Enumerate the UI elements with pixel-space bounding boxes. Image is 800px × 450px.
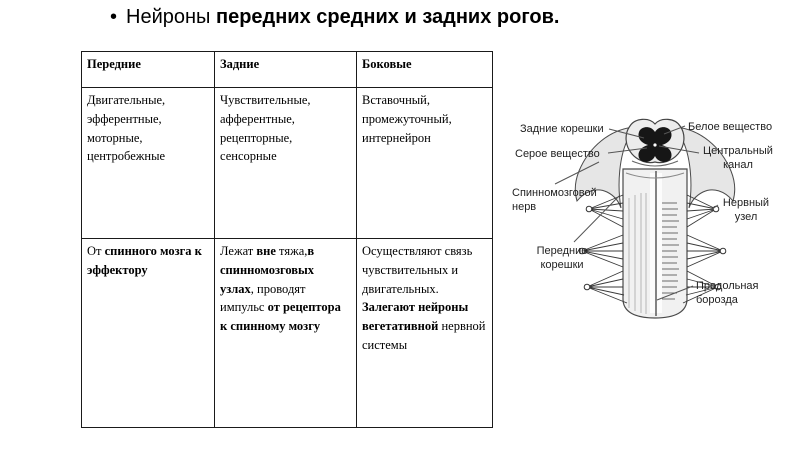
label-dorsal-roots: Задние корешки	[520, 123, 604, 135]
neurons-table	[81, 51, 493, 428]
label-gray-matter: Серое вещество	[515, 148, 600, 160]
label-longitudinal-groove: Продольная борозда	[696, 280, 759, 307]
cross-section	[626, 119, 684, 162]
header-front: Передние	[82, 52, 215, 88]
cell-front-types: Двигательные, эфферентные, моторные, центробежные	[82, 88, 215, 239]
label-spinal-nerve: Спинномозговой нерв	[512, 187, 597, 214]
table-row-types	[82, 88, 493, 239]
title-lead: Нейроны	[126, 6, 216, 28]
page-title	[110, 5, 559, 29]
cord-body	[623, 161, 687, 318]
cell-lateral-detail: Осуществляют связь чувствительных и двигательных. Залегают нейроны вегетативной нервной системы	[357, 239, 493, 428]
header-lateral: Боковые	[357, 52, 493, 88]
label-central-canal: Центральный канал	[703, 145, 773, 172]
central-canal-dot	[653, 143, 656, 146]
label-white-matter: Белое вещество	[688, 121, 773, 133]
cell-front-detail: От спинного мозга к эффектору	[82, 239, 215, 428]
cell-back-types: Чувствительные, афферентные, рецепторные, сенсорные	[215, 88, 357, 239]
cell-back-detail: Лежат вне тяжа,в спинномозговых узлах, проводят импульс от рецептора к спинному мозгу	[215, 239, 357, 428]
title-emphasis: передних средних и задних рогов.	[215, 6, 560, 28]
spinal-cord-diagram	[505, 103, 800, 333]
cell-lateral-types: Вставочный, промежуточный, интернейрон	[357, 88, 493, 239]
label-nerve-ganglion: Нервный узел	[722, 197, 770, 224]
table-row-details	[82, 239, 493, 428]
header-back: Задние	[215, 52, 357, 88]
table-header-row	[82, 52, 493, 88]
bullet-icon: •	[110, 6, 118, 28]
label-ventral-roots: Передние корешки	[536, 245, 588, 272]
title-text	[126, 5, 559, 29]
